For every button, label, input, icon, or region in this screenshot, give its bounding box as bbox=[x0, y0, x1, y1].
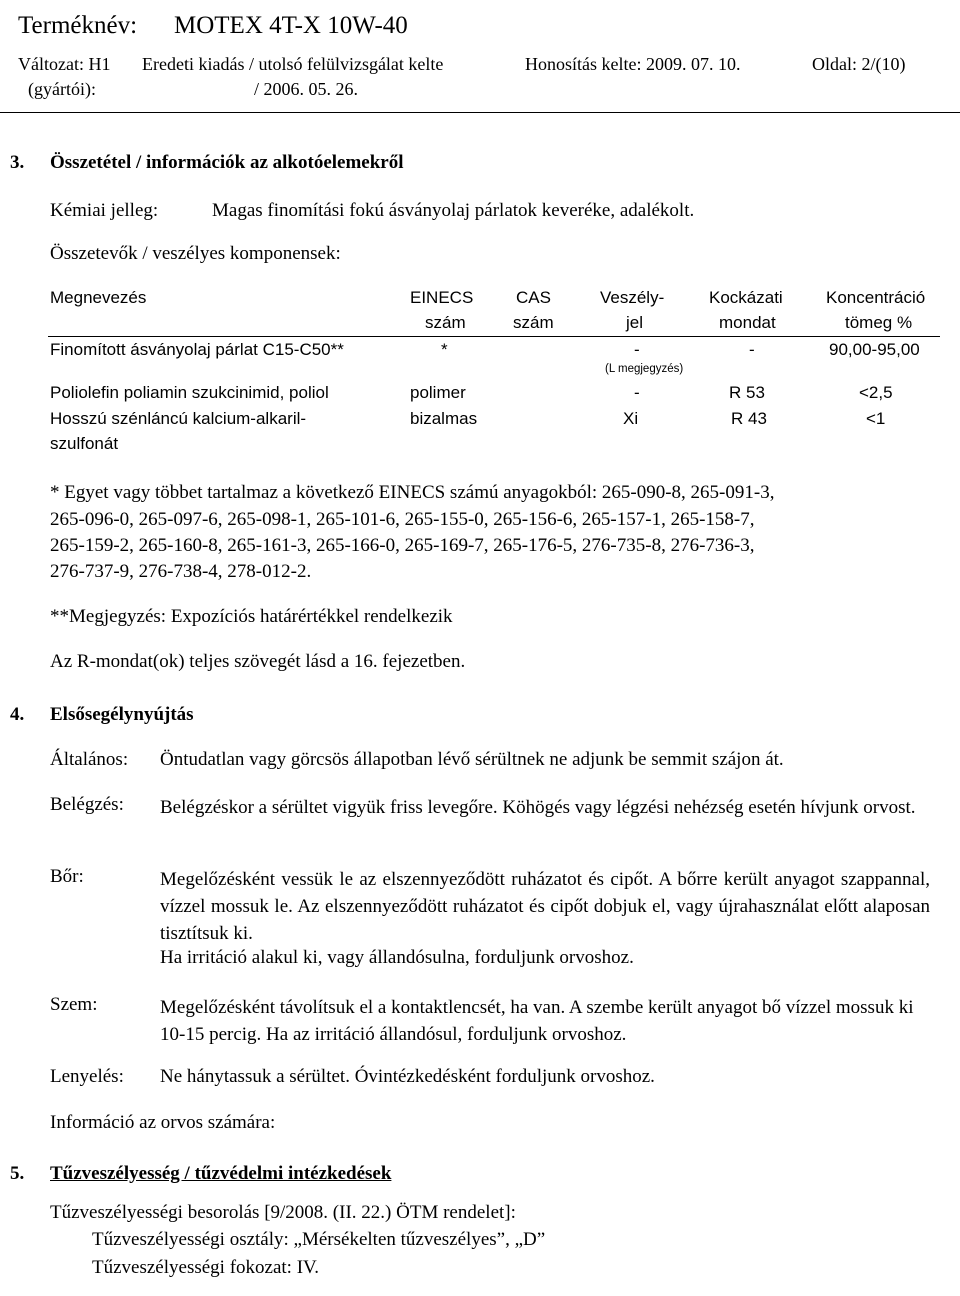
skin-text: Megelőzésként vessük le az elszennyeződött ruházatot és cipőt. A bőrre került anyagot szappannal, vízzel mossuk le. Az elszennyeződött ruházatot és cipőt dobjuk el, vagy újrahasználat előtt alaposan tisztítsuk ki. bbox=[160, 869, 930, 944]
col-name-header: Megnevezés bbox=[50, 288, 147, 307]
row2-name: Poliolefin poliamin szukcinimid, poliol bbox=[50, 383, 329, 402]
components-label: Összetevők / veszélyes komponensek: bbox=[50, 243, 341, 264]
chem-label: Kémiai jelleg: bbox=[50, 200, 159, 221]
ingestion-label: Lenyelés: bbox=[50, 1066, 124, 1087]
row3-name-2: szulfonát bbox=[50, 434, 119, 453]
col-conc-header-2: tömeg % bbox=[845, 313, 913, 332]
fire-grade-line: Tűzveszélyességi fokozat: IV. bbox=[92, 1257, 320, 1278]
inhalation-label: Belégzés: bbox=[50, 794, 124, 815]
row1-risk: - bbox=[749, 340, 755, 359]
original-issue-label: Eredeti kiadás / utolsó felülvizsgálat kelte bbox=[142, 54, 444, 74]
col-hazard-header: Veszély- bbox=[600, 288, 665, 307]
skin-text-2: Ha irritáció alakul ki, vagy állandósulna, forduljunk orvoshoz. bbox=[160, 947, 634, 968]
row2-conc: <2,5 bbox=[859, 383, 893, 402]
section3-number: 3. bbox=[10, 152, 25, 173]
row3-hazard: Xi bbox=[623, 409, 639, 428]
r-phrase-reference: Az R-mondat(ok) teljes szövegét lásd a 16. fejezetben. bbox=[50, 651, 466, 672]
original-issue-date: / 2006. 05. 26. bbox=[254, 79, 359, 99]
original-issue-sub: (gyártói): bbox=[28, 79, 96, 99]
col-conc-header: Koncentráció bbox=[826, 288, 926, 307]
eye-text: Megelőzésként távolítsuk el a kontaktlencsét, ha van. A szembe került anyagot bő vízzel mossuk ki 10-15 percig. Ha az irritáció állandósul, forduljunk orvoshoz. bbox=[160, 997, 914, 1045]
doctor-info-label: Információ az orvos számára: bbox=[50, 1112, 276, 1133]
row1-conc: 90,00-95,00 bbox=[829, 340, 920, 359]
chem-value: Magas finomítási fokú ásványolaj párlatok keveréke, adalékolt. bbox=[212, 200, 695, 221]
col-cas-header: CAS bbox=[516, 288, 551, 307]
page-number: Oldal: 2/(10) bbox=[812, 54, 906, 74]
product-name-value: MOTEX 4T-X 10W-40 bbox=[174, 12, 408, 39]
section5-number: 5. bbox=[10, 1163, 25, 1184]
fire-class-line: Tűzveszélyességi osztály: „Mérsékelten tűzveszélyes”, „D” bbox=[92, 1229, 546, 1250]
row2-hazard: - bbox=[634, 383, 640, 402]
eye-label: Szem: bbox=[50, 994, 98, 1015]
section5-title: Tűzveszélyesség / tűzvédelmi intézkedések bbox=[50, 1163, 392, 1184]
row3-risk: R 43 bbox=[731, 409, 767, 428]
row2-einecs: polimer bbox=[410, 383, 466, 402]
row1-hazard: - bbox=[634, 340, 640, 359]
version-label: Változat: H1 bbox=[18, 54, 111, 74]
row2-risk: R 53 bbox=[729, 383, 765, 402]
product-name-label: Terméknév: bbox=[18, 12, 138, 39]
section4-title: Elsősegélynyújtás bbox=[50, 704, 194, 725]
footnote-line: 276-737-9, 276-738-4, 278-012-2. bbox=[50, 561, 312, 582]
row3-name: Hosszú szénláncú kalcium-alkaril- bbox=[50, 409, 307, 428]
col-risk-header: Kockázati bbox=[709, 288, 783, 307]
row3-einecs: bizalmas bbox=[410, 409, 478, 428]
general-text: Öntudatlan vagy görcsös állapotban lévő sérültnek ne adjunk be semmit szájon át. bbox=[160, 749, 784, 770]
table-header-divider bbox=[48, 336, 940, 337]
footnote-line: * Egyet vagy többet tartalmaz a következő EINECS számú anyagokból: 265-090-8, 265-091-3, bbox=[50, 482, 775, 503]
header-divider bbox=[0, 112, 960, 113]
section4-number: 4. bbox=[10, 704, 25, 725]
row1-name: Finomított ásványolaj párlat C15-C50** bbox=[50, 340, 344, 359]
ingestion-text: Ne hánytassuk a sérültet. Óvintézkedésként forduljunk orvoshoz. bbox=[160, 1066, 655, 1087]
exposure-note: **Megjegyzés: Expozíciós határértékkel rendelkezik bbox=[50, 606, 453, 627]
col-einecs-header-2: szám bbox=[425, 313, 466, 332]
col-einecs-header: EINECS bbox=[410, 288, 474, 307]
col-cas-header-2: szám bbox=[513, 313, 554, 332]
col-hazard-header-2: jel bbox=[626, 313, 644, 332]
section3-title: Összetétel / információk az alkotóelemekről bbox=[50, 152, 404, 173]
skin-label: Bőr: bbox=[50, 866, 84, 887]
row1-einecs: * bbox=[441, 340, 448, 359]
row3-conc: <1 bbox=[866, 409, 886, 428]
footnote-line: 265-096-0, 265-097-6, 265-098-1, 265-101-6, 265-155-0, 265-156-6, 265-157-1, 265-158-7, bbox=[50, 509, 755, 530]
row1-hazard-note: (L megjegyzés) bbox=[605, 363, 684, 375]
general-label: Általános: bbox=[50, 749, 129, 770]
adaptation-date: Honosítás kelte: 2009. 07. 10. bbox=[525, 54, 741, 74]
footnote-line: 265-159-2, 265-160-8, 265-161-3, 265-166-0, 265-169-7, 265-176-5, 276-735-8, 276-736-3, bbox=[50, 535, 755, 556]
inhalation-text: Belégzéskor a sérültet vigyük friss levegőre. Köhögés vagy légzési nehézség esetén hívjunk orvost. bbox=[160, 797, 916, 818]
col-risk-header-2: mondat bbox=[719, 313, 776, 332]
fire-classification: Tűzveszélyességi besorolás [9/2008. (II. 22.) ÖTM rendelet]: bbox=[50, 1202, 516, 1223]
